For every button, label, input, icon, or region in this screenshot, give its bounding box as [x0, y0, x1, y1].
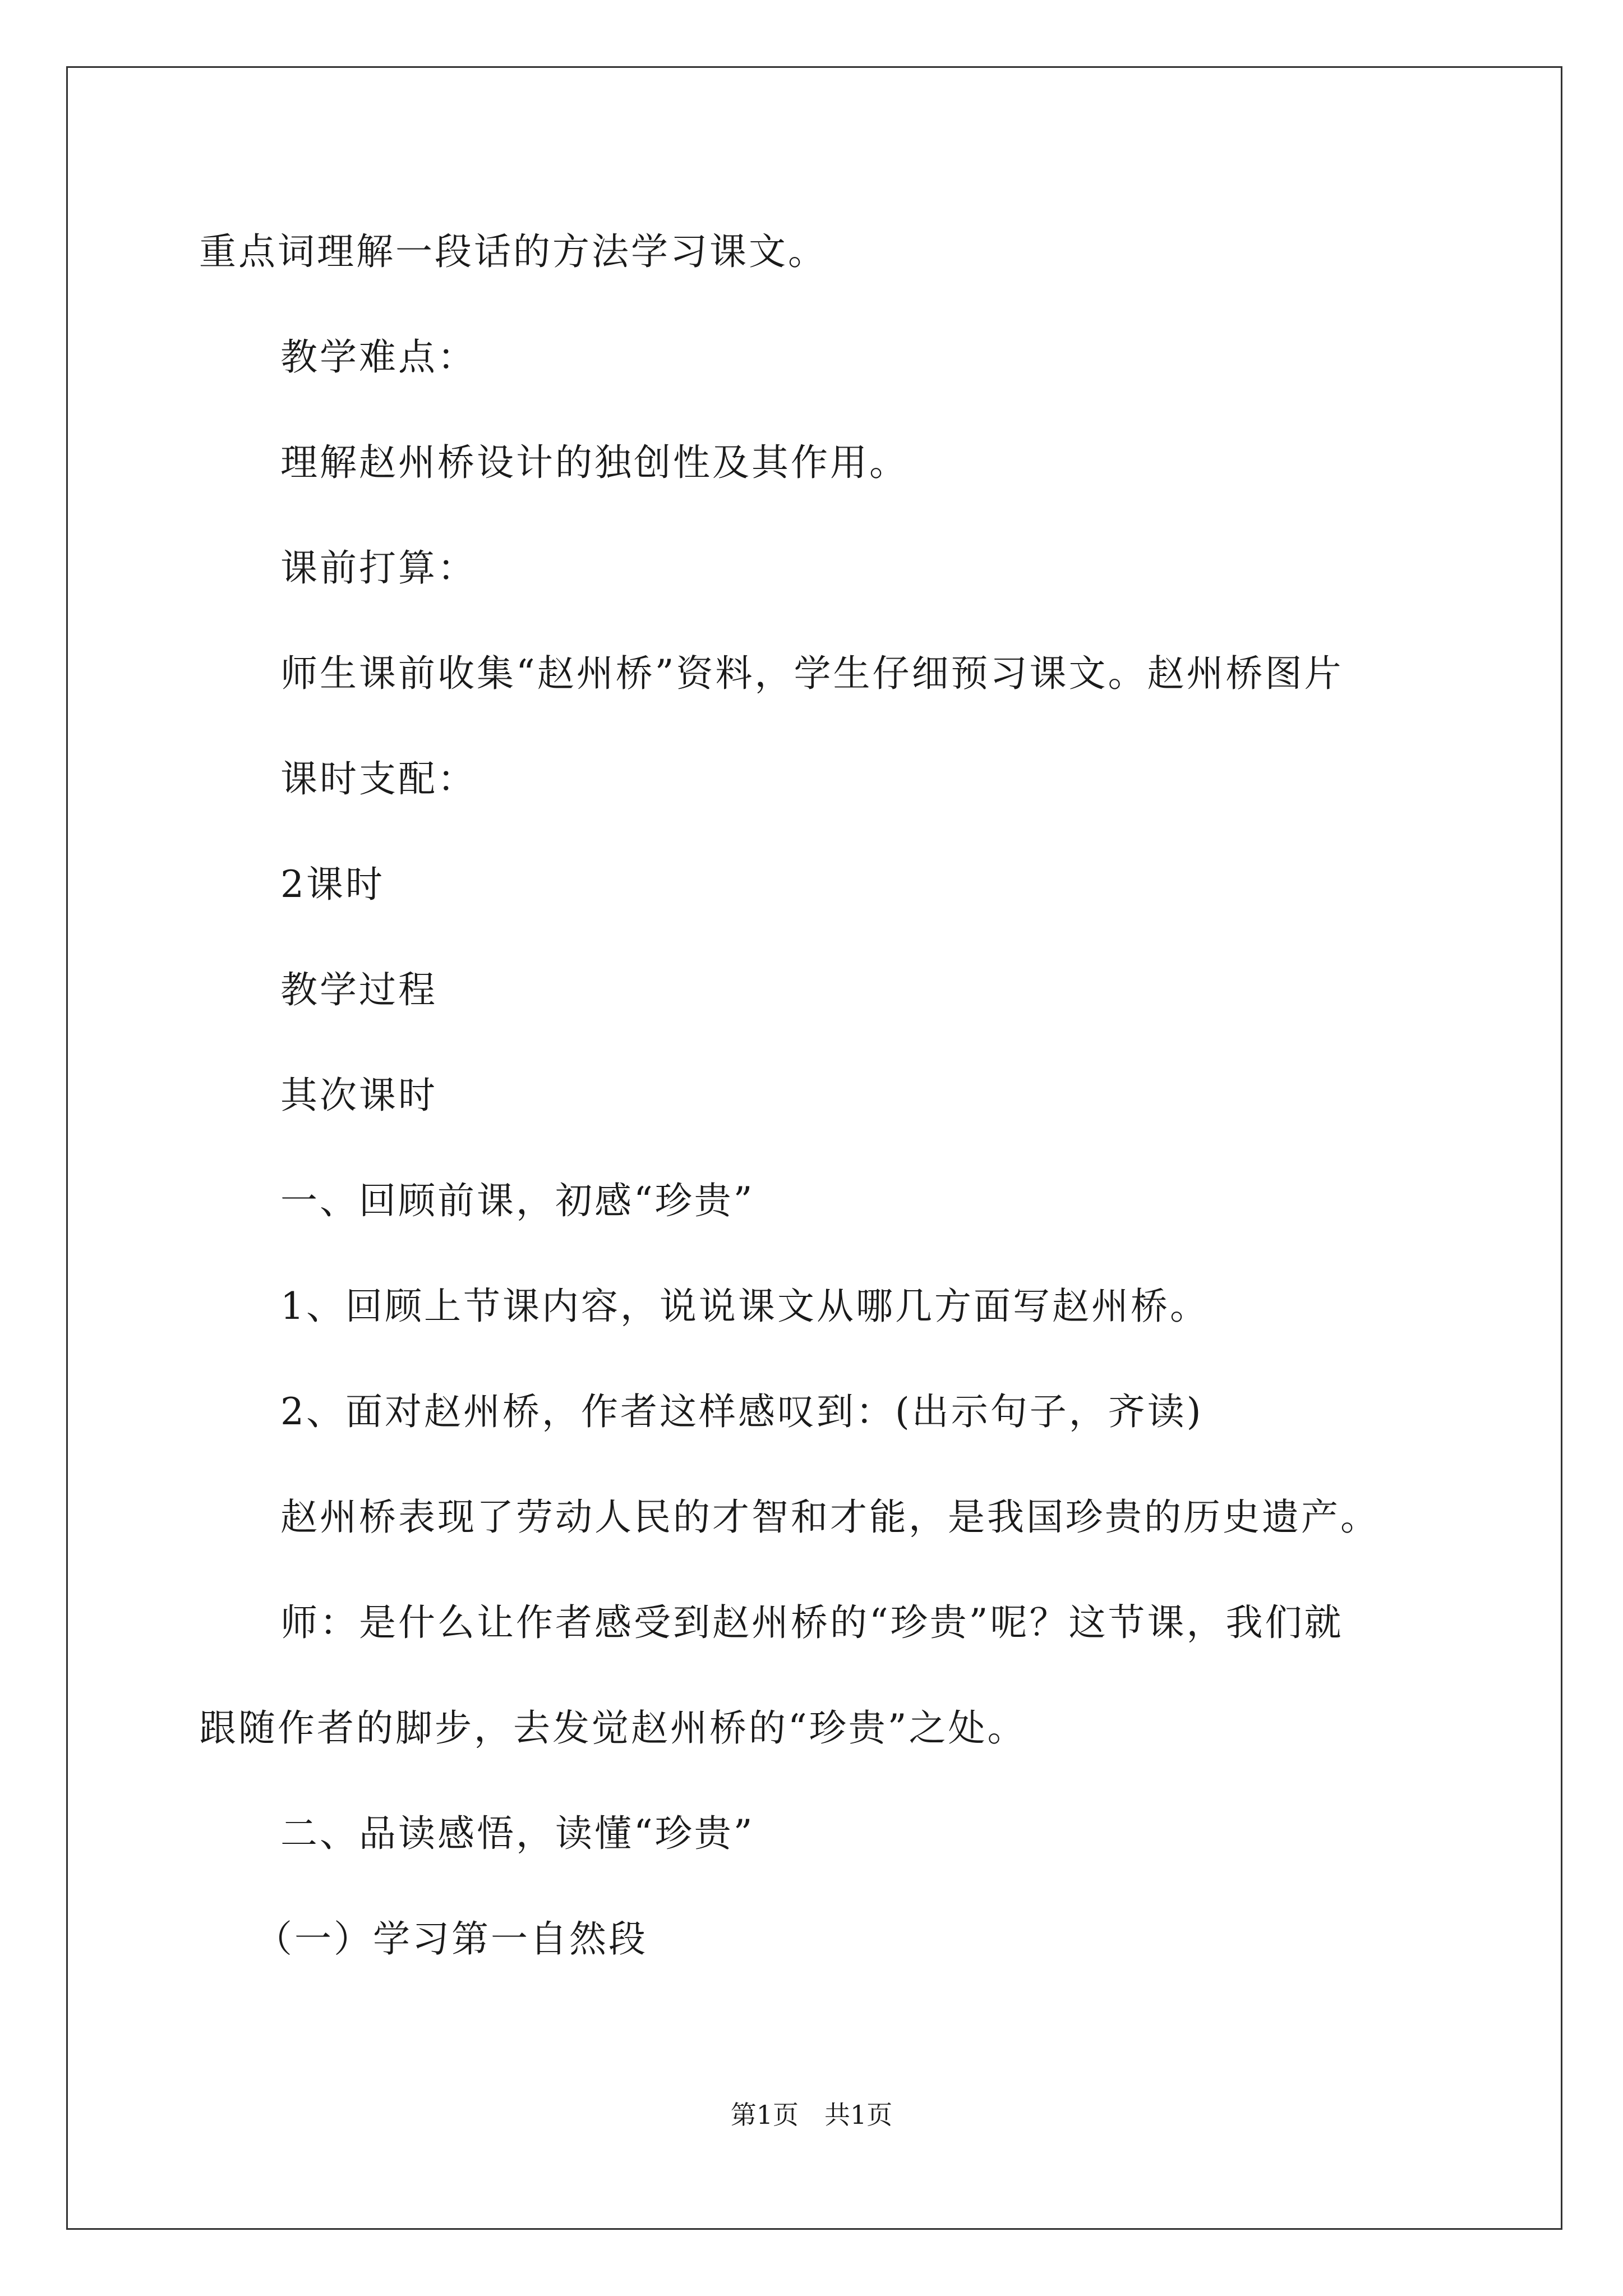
paragraph-line: 一、回顾前课，初感“珍贵”: [280, 1179, 755, 1222]
paragraph-line: 师：是什么让作者感受到赵州桥的“珍贵”呢？这节课，我们就: [280, 1601, 1344, 1644]
paragraph-line: 2、面对赵州桥，作者这样感叹到：(出示句子，齐读): [280, 1390, 1204, 1433]
paragraph-line: 重点词理解一段话的方法学习课文。: [199, 230, 827, 273]
paragraph-line: 课前打算：: [280, 546, 477, 590]
page-border: [66, 66, 1562, 2230]
paragraph-line: 课时支配：: [280, 757, 477, 800]
paragraph-line: 赵州桥表现了劳动人民的才智和才能，是我国珍贵的历史遗产。: [280, 1496, 1380, 1539]
paragraph-line: 其次课时: [280, 1074, 437, 1117]
paragraph-line: 理解赵州桥设计的独创性及其作用。: [280, 441, 909, 484]
paragraph-line: 1、回顾上节课内容，说说课文从哪几方面写赵州桥。: [280, 1285, 1209, 1328]
paragraph-line: 师生课前收集“赵州桥”资料，学生仔细预习课文。赵州桥图片: [280, 652, 1344, 695]
page-footer: 第1页 共1页: [730, 2100, 893, 2130]
paragraph-line: 跟随作者的脚步，去发觉赵州桥的“珍贵”之处。: [199, 1706, 1027, 1750]
paragraph-line: （一）学习第一自然段: [255, 1917, 648, 1961]
paragraph-line: 2课时: [280, 863, 385, 906]
paragraph-line: 二、品读感悟，读懂“珍贵”: [280, 1812, 755, 1855]
paragraph-line: 教学难点：: [280, 335, 477, 379]
paragraph-line: 教学过程: [280, 968, 437, 1011]
